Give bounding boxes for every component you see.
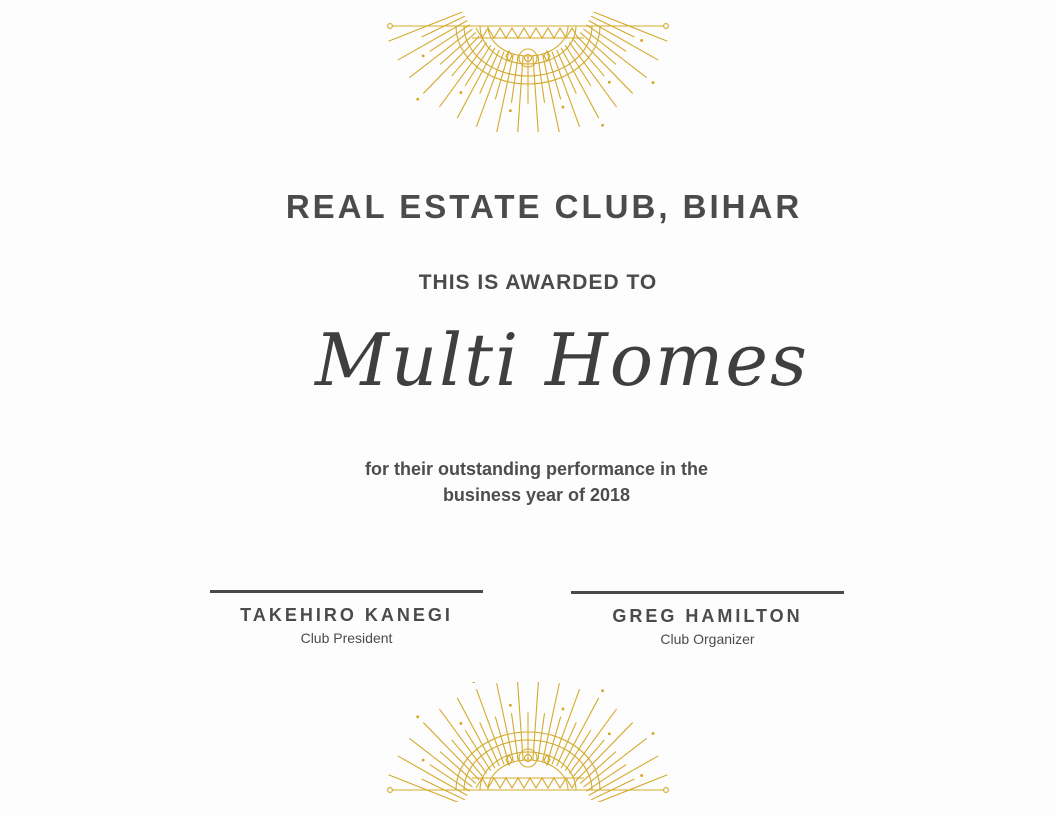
ornament-dot <box>641 775 643 777</box>
ornament-dot <box>562 708 564 710</box>
ornament-dot <box>417 716 419 718</box>
ornament-dot <box>422 759 424 761</box>
ornament-dot <box>641 40 643 42</box>
ornament-ray <box>561 698 599 769</box>
ornament-dot <box>562 106 564 108</box>
ornament-dot <box>422 55 424 57</box>
ornament-ray <box>533 56 539 132</box>
ornament-dot <box>460 722 462 724</box>
ornament-dot <box>608 733 610 735</box>
ornament-dot <box>509 704 511 706</box>
signature-block-president <box>210 590 483 646</box>
signatory-name: TAKEHIRO KANEGI <box>240 605 453 625</box>
ornament-ray <box>517 56 523 132</box>
recipient-name: Multi Homes <box>315 318 809 402</box>
sunburst-ornament-top-icon <box>386 12 670 132</box>
ornament-zigzag <box>476 778 578 788</box>
ornament-dot <box>509 110 511 112</box>
sunburst-ornament-bottom-icon <box>386 682 670 802</box>
ornament-dot <box>602 690 604 692</box>
ornament-ray <box>561 48 599 119</box>
ornament-ray <box>457 698 495 769</box>
signatory-name: GREG HAMILTON <box>612 606 803 626</box>
citation-text <box>0 456 1056 508</box>
signatory-title: Club Organizer <box>660 631 755 647</box>
citation-line-2: business year of 2018 <box>442 485 631 505</box>
signature-line <box>210 590 483 593</box>
ornament-ray <box>517 682 523 760</box>
ornament-ray <box>533 682 539 760</box>
ornament-dot <box>608 81 610 83</box>
ornament-dot <box>473 682 475 683</box>
signatory-title: Club President <box>300 630 393 646</box>
ornament-zigzag <box>476 28 578 38</box>
ornament-dot <box>602 124 604 126</box>
ornament-dot <box>652 732 654 734</box>
signature-line <box>571 591 844 594</box>
ornament-dot <box>417 98 419 100</box>
ornament-dot <box>652 82 654 84</box>
awarded-to-heading: THIS IS AWARDED TO <box>418 271 658 294</box>
club-name-title: REAL ESTATE CLUB, BIHAR <box>285 188 803 225</box>
signature-block-organizer <box>571 591 844 647</box>
citation-line-1: for their outstanding performance in the <box>364 459 709 479</box>
ornament-ray <box>457 48 495 119</box>
ornament-dot <box>460 92 462 94</box>
